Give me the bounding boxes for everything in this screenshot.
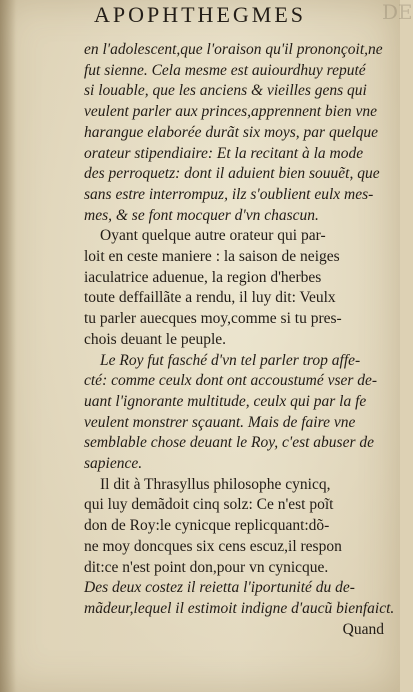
- text-line: don de Roy:le cynicque replicquant:dõ-: [84, 517, 330, 535]
- text-line: veulent parler aux princes,apprennent bien vne: [84, 103, 377, 121]
- text-line: chois deuant le peuple.: [84, 330, 227, 348]
- page-gutter-shadow: [0, 0, 16, 692]
- text-line: sans estre interrompuz, ilz s'oublient eulx mes-: [84, 185, 374, 203]
- text-line: si louable, que les anciens & vieilles gens qui: [84, 82, 367, 100]
- text-line: Le Roy fut fasché d'vn tel parler trop affe-: [100, 351, 361, 369]
- running-head: APOPHTHEGMES: [93, 2, 307, 27]
- text-line: tu parler auecques moy,comme si tu pres-: [84, 310, 342, 328]
- text-line: orateur stipendiaire: Et la recitant à la mode: [84, 144, 364, 162]
- text-line: iaculatrice aduenue, la region d'herbes: [84, 268, 322, 286]
- text-line: uant l'ignorante multitude, ceulx qui par la fe: [84, 392, 367, 410]
- text-line: loit en ceste maniere : la saison de neiges: [84, 248, 340, 266]
- text-line: sapience.: [84, 455, 143, 473]
- text-line: harangue elaborée durãt six moys, par quelque: [84, 123, 379, 141]
- text-line: veulent monstrer sçauant. Mais de faire vne: [84, 413, 356, 431]
- text-line: ne moy doncques six cens escuz,il respon: [84, 537, 342, 555]
- text-line: Des deux costez il reietta l'iportunité du de-: [84, 579, 355, 597]
- text-line: mãdeur,lequel il estimoit indigne d'aucũ bienfaict.: [84, 599, 395, 617]
- text-line: en l'adolescent,que l'oraison qu'il prononçoit,ne: [84, 41, 383, 58]
- text-line: mes, & se font mocquer d'vn chascun.: [84, 206, 319, 224]
- catchword: Quand: [342, 620, 384, 638]
- text-line: des perroquetz: dont il aduient bien souuẽt, que: [84, 165, 380, 183]
- page-body-text: [84, 40, 396, 640]
- text-line: cté: comme ceulx dont ont accoustumé vser de-: [84, 372, 378, 390]
- text-line: Il dit à Thrasyllus philosophe cynicq,: [100, 475, 331, 493]
- text-line: dit:ce n'est point don,pour vn cynicque.: [84, 558, 329, 576]
- bleed-through-text: DE: [382, 0, 413, 24]
- text-line: qui luy demãdoit cinq solz: Ce n'est poĩt: [84, 496, 334, 514]
- text-line: toute deffaillãte a rendu, il luy dit: Veulx: [84, 289, 336, 307]
- text-line: fut sienne. Cela mesme est auiourdhuy reputé: [84, 61, 366, 79]
- text-line: Oyant quelque autre orateur qui par-: [100, 227, 326, 245]
- text-line: semblable chose deuant le Roy, c'est abuser de: [84, 434, 374, 452]
